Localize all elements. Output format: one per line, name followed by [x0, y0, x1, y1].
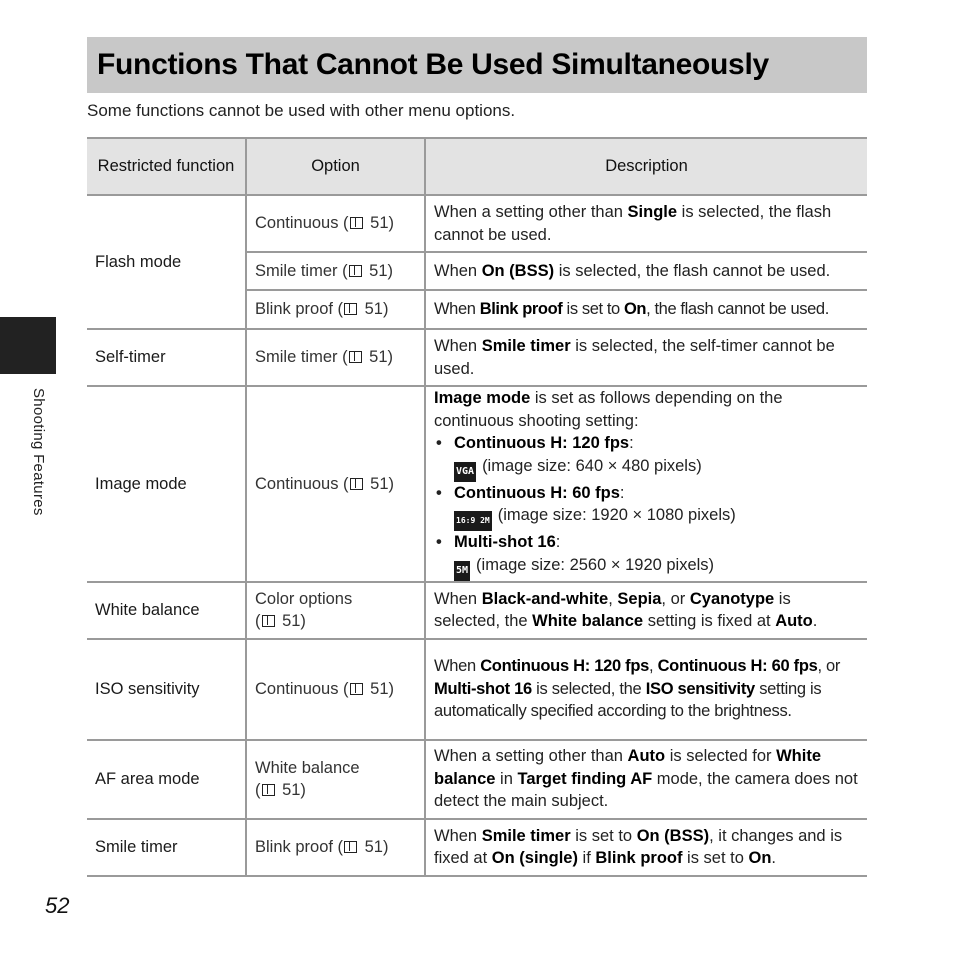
table-row [87, 639, 867, 740]
list-item: • Multi-shot 16: 5M (image size: 2560 × 1920 pixels) [434, 531, 859, 581]
description-cell: When a setting other than Single is selected, the flash cannot be used. [425, 195, 867, 252]
page-ref-icon [262, 615, 275, 627]
image-size-vga-icon: VGA [454, 462, 476, 482]
list-item: • Continuous H: 60 fps: 16:9 2M (image size: 1920 × 1080 pixels) [434, 482, 859, 532]
func-cell: White balance [87, 582, 246, 639]
image-size-list [434, 432, 859, 581]
description-cell: When Blink proof is set to On, the flash cannot be used. [425, 290, 867, 329]
section-label: Shooting Features [30, 388, 47, 516]
page-ref: 51) [365, 679, 394, 698]
page-ref: 51) [365, 214, 394, 233]
page-ref-icon [349, 265, 362, 277]
func-cell: Self-timer [87, 329, 246, 386]
restrictions-table [87, 137, 867, 877]
option-text: Continuous ( [255, 214, 349, 233]
option-text: Smile timer ( [255, 348, 348, 367]
list-item: • Continuous H: 120 fps: VGA (image size: 640 × 480 pixels) [434, 432, 859, 482]
image-size-2m-icon: 16:9 2M [454, 511, 492, 531]
description-cell: When a setting other than Auto is selected for White balance in Target finding AF mode, the camera does not detect the main subject. [425, 740, 867, 819]
description-cell: When Smile timer is set to On (BSS), it changes and is fixed at On (single) if Blink proof is set to On. [425, 819, 867, 876]
description-cell: When Black-and-white, Sepia, or Cyanotype is selected, the White balance setting is fixed at Auto. [425, 582, 867, 639]
description-cell: When Continuous H: 120 fps, Continuous H: 60 fps, or Multi-shot 16 is selected, the ISO sensitivity setting is automatically specified according to the brightness. [425, 639, 867, 740]
table-row [87, 329, 867, 386]
option-cell [246, 329, 425, 386]
table-header-row [87, 138, 867, 195]
option-text: Blink proof ( [255, 837, 344, 856]
page-ref: 51) [277, 612, 306, 630]
option-cell [246, 386, 425, 582]
option-text: Blink proof ( [255, 300, 344, 319]
header-description: Description [425, 138, 867, 195]
func-cell: Smile timer [87, 819, 246, 876]
table-row [87, 740, 867, 819]
page-ref: 51) [364, 261, 394, 280]
func-cell: ISO sensitivity [87, 639, 246, 740]
header-option: Option [246, 138, 425, 195]
description-cell: Image mode is set as follows depending on the continuous shooting setting: • Continuous H: 120 fps: VGA (image size: 640 × 480 pixels) • Continuous H: 60 fps: 16:9 2M (image size: 1920 × 1080 pixels) • Multi-shot 16: 5M (image size: 2560 × 1920 pixels) [425, 386, 867, 582]
page-ref-icon [350, 217, 363, 229]
option-cell: White balance ( 51) [246, 740, 425, 819]
page-ref-icon [344, 303, 357, 315]
option-text: Color options [255, 589, 353, 608]
option-cell [246, 252, 425, 290]
table-row [87, 819, 867, 876]
option-cell: Color options ( 51) [246, 582, 425, 639]
image-size-5m-icon: 5M [454, 561, 470, 581]
page-ref-icon [344, 841, 357, 853]
page-number: 52 [45, 893, 70, 918]
func-cell: Flash mode [87, 195, 246, 329]
option-text: Continuous ( [255, 474, 349, 493]
func-cell: AF area mode [87, 740, 246, 819]
func-cell: Image mode [87, 386, 246, 582]
page-ref: 51) [277, 781, 306, 799]
intro-text: Some functions cannot be used with other menu options. [87, 101, 516, 120]
option-text: White balance [255, 758, 360, 777]
page-ref-icon [350, 683, 363, 695]
page-ref-icon [350, 478, 363, 490]
description-cell: When On (BSS) is selected, the flash cannot be used. [425, 252, 867, 290]
description-cell: When Smile timer is selected, the self-timer cannot be used. [425, 329, 867, 386]
page-ref: 51) [360, 300, 389, 319]
page-ref: 51) [364, 348, 394, 367]
option-cell [246, 819, 425, 876]
page-ref-icon [262, 784, 275, 796]
page-ref: 51) [360, 837, 389, 856]
header-restricted-function: Restricted function [87, 138, 246, 195]
page-title: Functions That Cannot Be Used Simultaneously [97, 48, 769, 81]
page-ref-icon [349, 351, 362, 363]
table-row [87, 582, 867, 639]
option-cell [246, 639, 425, 740]
option-text: Continuous ( [255, 679, 349, 698]
option-text: Smile timer ( [255, 261, 348, 280]
option-cell [246, 290, 425, 329]
section-tab-marker [0, 317, 56, 374]
table-row [87, 386, 867, 582]
option-cell [246, 195, 425, 252]
table-row [87, 195, 867, 252]
page-ref: 51) [365, 474, 394, 493]
title-bar [87, 37, 867, 93]
